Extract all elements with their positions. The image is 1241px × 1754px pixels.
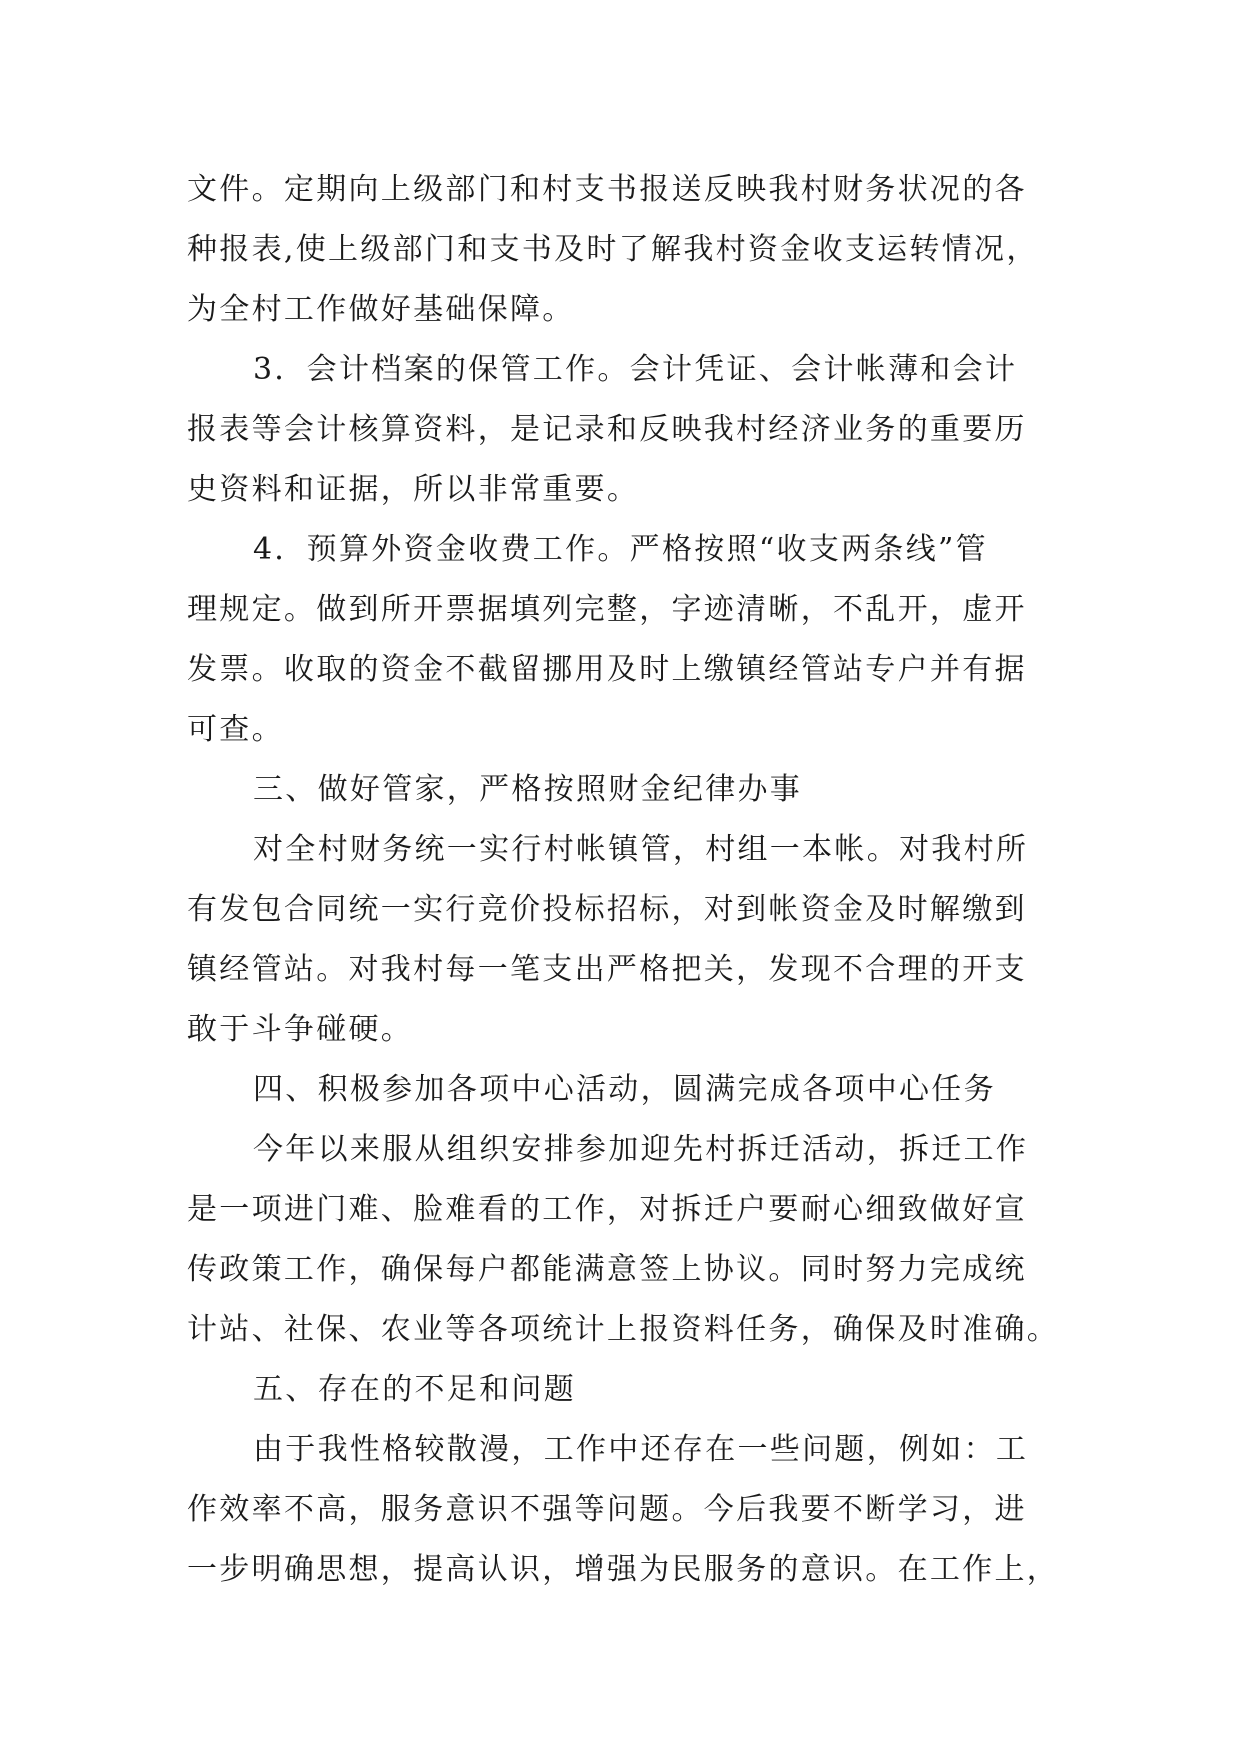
text-line: 镇经管站。对我村每一笔支出严格把关，发现不合理的开支 [187,952,1027,987]
text-line: 传政策工作，确保每户都能满意签上协议。同时努力完成统 [187,1252,1027,1287]
text-line: 可查。 [187,712,284,747]
text-line: 史资料和证据，所以非常重要。 [187,472,640,507]
section-heading: 五、存在的不足和问题 [253,1372,576,1407]
body-text [187,160,1067,1600]
text-line: 今年以来服从组织安排参加迎先村拆迁活动，拆迁工作 [253,1132,1029,1167]
text-line: 一步明确思想，提高认识，增强为民服务的意识。在工作上， [187,1552,1060,1587]
text-line: 理规定。做到所开票据填列完整，字迹清晰，不乱开，虚开 [187,592,1027,627]
text-line: 是一项进门难、脸难看的工作，对拆迁户要耐心细致做好宣 [187,1192,1027,1227]
text-line: 由于我性格较散漫，工作中还存在一些问题，例如：工 [253,1432,1029,1467]
text-line: 对全村财务统一实行村帐镇管，村组一本帐。对我村所 [253,832,1029,867]
text-line: 文件。定期向上级部门和村支书报送反映我村财务状况的各 [187,172,1027,207]
text-line: 敢于斗争碰硬。 [187,1012,414,1047]
text-line: 4．预算外资金收费工作。严格按照“收支两条线”管 [253,532,988,567]
section-heading: 四、积极参加各项中心活动，圆满完成各项中心任务 [253,1072,996,1107]
text-line: 为全村工作做好基础保障。 [187,292,575,327]
text-line: 作效率不高，服务意识不强等问题。今后我要不断学习，进 [187,1492,1027,1527]
text-line: 有发包合同统一实行竞价投标招标，对到帐资金及时解缴到 [187,892,1027,927]
text-line: 报表等会计核算资料，是记录和反映我村经济业务的重要历 [187,412,1027,447]
text-line: 种报表,使上级部门和支书及时了解我村资金收支运转情况， [187,232,1039,267]
text-line: 3．会计档案的保管工作。会计凭证、会计帐薄和会计 [253,352,1018,387]
text-line: 计站、社保、农业等各项统计上报资料任务，确保及时准确。 [187,1312,1060,1347]
text-line: 发票。收取的资金不截留挪用及时上缴镇经管站专户并有据 [187,652,1027,687]
section-heading: 三、做好管家，严格按照财金纪律办事 [253,772,803,807]
